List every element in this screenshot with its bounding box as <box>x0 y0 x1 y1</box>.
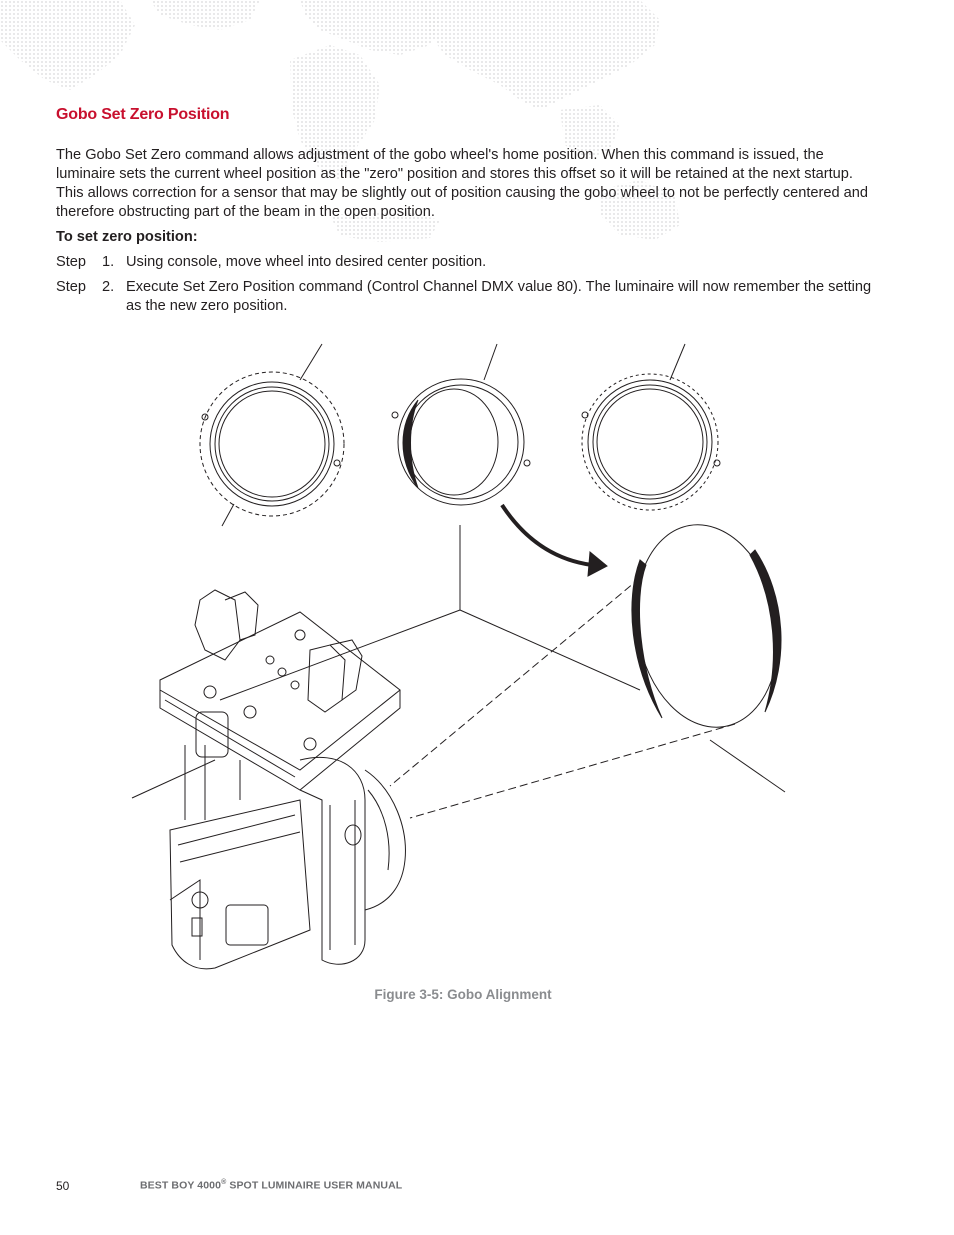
intro-paragraph: The Gobo Set Zero command allows adjustment of the gobo wheel's home position. When this command is issued, the luminaire sets the current wheel position as the "zero" position and stores this offset so it will be retained at the next startup. This allows correction for a sensor that may be slightly out of position causing the gobo wheel to not be perfectly centered and therefore obstructing part of the beam in the open position. <box>56 147 869 220</box>
gobo-alignment-figure <box>0 330 954 980</box>
manual-title-main: BEST BOY 4000 <box>140 1179 222 1192</box>
step-text: Execute Set Zero Position command (Control Channel DMX value 80). The luminaire will now remember the setting as the new zero position. <box>126 279 872 314</box>
section-title: Gobo Set Zero Position <box>56 106 230 123</box>
gobo-offset-left-illustration <box>200 344 344 526</box>
page-number: 50 <box>56 1179 70 1193</box>
step-word: Step <box>56 279 87 295</box>
manual-title-rest: SPOT LUMINAIRE USER MANUAL <box>226 1179 403 1192</box>
curved-arrow-icon <box>502 505 607 576</box>
step-number: 1. <box>102 254 115 270</box>
step-1 <box>56 253 886 273</box>
registered-mark: ® <box>221 1179 227 1186</box>
manual-title <box>140 1179 402 1192</box>
step-word: Step <box>56 254 87 270</box>
step-2 <box>56 278 886 318</box>
room-corner-lines <box>132 525 785 798</box>
step-number: 2. <box>102 279 115 295</box>
step-text: Using console, move wheel into desired center position. <box>126 254 487 270</box>
procedure-heading: To set zero position: <box>56 229 198 245</box>
luminaire-illustration <box>160 590 405 969</box>
gobo-centered-illustration <box>582 344 720 510</box>
figure-caption: Figure 3-5: Gobo Alignment <box>374 987 552 1002</box>
gobo-obstructed-illustration <box>392 344 530 505</box>
